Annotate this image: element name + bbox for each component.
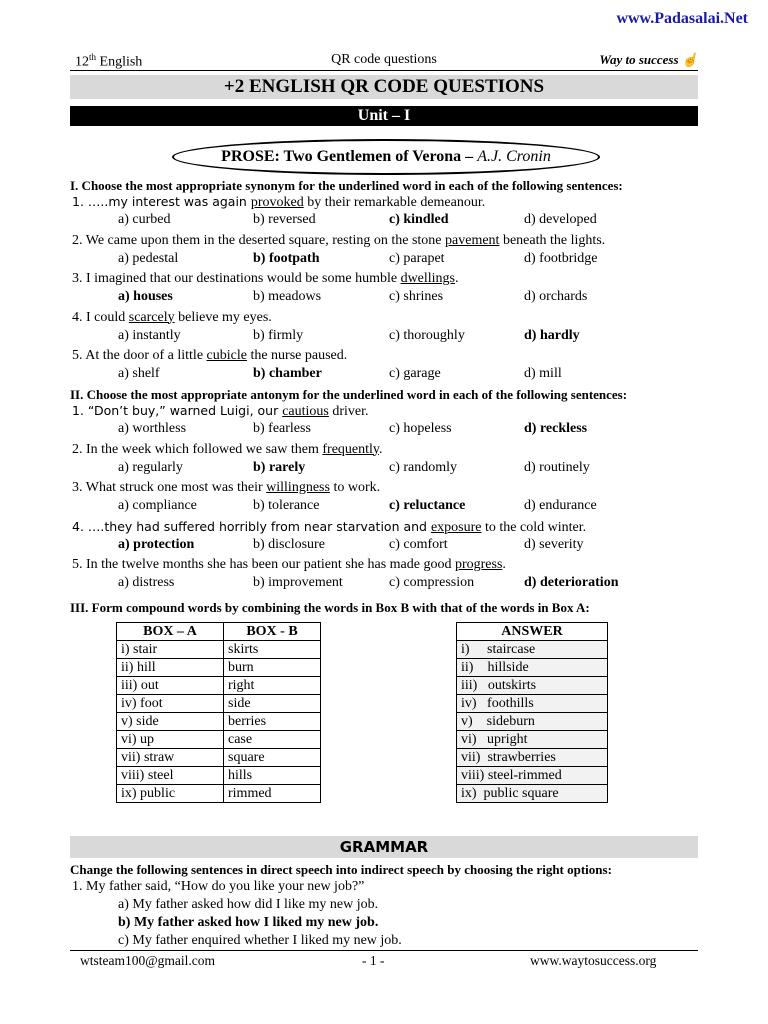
site-url: www.Padasalai.Net <box>616 10 748 27</box>
table-row <box>117 641 321 659</box>
box-a-cell: ii) hill <box>117 659 224 677</box>
option: d) routinely <box>524 459 590 475</box>
table-row <box>117 785 321 803</box>
option: a) compliance <box>118 498 197 513</box>
box-b-cell: burn <box>224 659 321 677</box>
box-a-cell: ix) public <box>117 785 224 803</box>
box-b-cell: square <box>224 749 321 767</box>
unit-banner: Unit – I <box>70 106 698 126</box>
option: c) parapet <box>389 250 445 266</box>
box-b-cell: skirts <box>224 641 321 659</box>
page-title: +2 ENGLISH QR CODE QUESTIONS <box>70 75 698 99</box>
option: d) endurance <box>524 498 597 513</box>
antonym-question <box>72 557 506 573</box>
table-row <box>117 749 321 767</box>
underlined-word: cubicle <box>206 348 247 363</box>
box-b-header: BOX - B <box>224 623 321 641</box>
table-row <box>457 695 608 713</box>
answer-cell: iv) foothills <box>457 695 608 713</box>
box-b-cell: rimmed <box>224 785 321 803</box>
option: d) severity <box>524 536 584 552</box>
underlined-word: provoked <box>250 195 304 210</box>
question-text: the nurse paused. <box>246 348 348 363</box>
option: a) pedestal <box>118 250 179 266</box>
option: b) fearless <box>253 421 311 436</box>
option: d) mill <box>524 366 562 381</box>
question-text: to the cold winter. <box>481 519 587 535</box>
correct-option: c) kindled <box>389 212 449 227</box>
answer-cell: vi) upright <box>457 731 608 749</box>
antonym-options <box>118 460 678 477</box>
question-text: 3. I imagined that our destinations would be some humble <box>72 271 401 286</box>
underlined-word: progress <box>454 557 503 572</box>
option: c) comfort <box>389 536 448 552</box>
antonym-options <box>118 537 678 554</box>
question-text: 2. In the week which followed we saw them <box>72 441 323 457</box>
box-b-cell: berries <box>224 713 321 731</box>
table-row <box>457 767 608 785</box>
question-text: . <box>455 271 459 286</box>
option: c) randomly <box>389 459 458 475</box>
answer-cell: v) sideburn <box>457 713 608 731</box>
answer-cell: ix) public square <box>457 785 608 803</box>
option: d) developed <box>524 212 597 227</box>
underlined-word: frequently <box>322 441 379 457</box>
question-text: 1. “Don’t buy,” warned Luigi, our <box>72 403 283 418</box>
question-text: by their remarkable demeanour. <box>303 195 486 210</box>
option: b) meadows <box>253 289 322 304</box>
option: a) My father asked how did I like my new job. <box>118 897 379 912</box>
correct-option: d) reckless <box>524 421 588 436</box>
synonym-options <box>118 366 678 383</box>
correct-option: b) footpath <box>253 250 320 266</box>
box-b-cell: hills <box>224 767 321 785</box>
correct-option: b) My father asked how I liked my new job. <box>118 915 379 930</box>
synonym-options <box>118 212 678 229</box>
box-a-header: BOX – A <box>117 623 224 641</box>
table-row <box>457 677 608 695</box>
option: b) disclosure <box>253 536 325 552</box>
section3-heading: III. Form compound words by combining the words in Box B with that of the words in Box A: <box>70 600 590 615</box>
underlined-word: willingness <box>266 480 330 495</box>
table-row <box>117 767 321 785</box>
underlined-word: exposure <box>430 519 482 535</box>
synonym-question <box>72 348 347 364</box>
underlined-word: cautious <box>282 404 329 419</box>
table-row <box>457 731 608 749</box>
grammar-heading: Change the following sentences in direct speech into indirect speech by choosing the right options: <box>70 862 612 877</box>
answer-cell: viii) steel-rimmed <box>457 767 608 785</box>
option: c) hopeless <box>389 421 452 436</box>
box-a-cell: iv) foot <box>117 695 224 713</box>
table-row <box>457 659 608 677</box>
question-text: . <box>502 557 506 572</box>
option: a) instantly <box>118 327 181 343</box>
option: a) shelf <box>118 366 160 381</box>
box-a-cell: iii) out <box>117 677 224 695</box>
question-text: 5. In the twelve months she has been our patient she has made good <box>72 557 455 572</box>
page-number: - 1 - <box>362 953 385 968</box>
correct-option: a) houses <box>118 289 173 304</box>
answer-cell: i) staircase <box>457 641 608 659</box>
option: c) shrines <box>389 289 444 304</box>
table-row <box>457 641 608 659</box>
correct-option: a) protection <box>118 536 195 552</box>
box-a-cell: vi) up <box>117 731 224 749</box>
option: a) worthless <box>118 421 187 436</box>
grade-label: 12th English <box>75 52 143 70</box>
underlined-word: pavement <box>445 232 500 248</box>
box-b-cell: right <box>224 677 321 695</box>
table-row <box>117 677 321 695</box>
option: b) tolerance <box>253 498 320 513</box>
correct-option: b) rarely <box>253 459 306 475</box>
antonym-options <box>118 498 678 515</box>
answer-cell: iii) outskirts <box>457 677 608 695</box>
question-text: 4. ….they had suffered horribly from near starvation and <box>72 518 431 534</box>
footer-divider <box>70 950 698 951</box>
option: a) regularly <box>118 459 183 475</box>
correct-option: d) hardly <box>524 327 580 343</box>
header-divider <box>70 70 698 71</box>
option: b) improvement <box>253 575 343 590</box>
antonym-question <box>72 519 586 536</box>
box-a-cell: v) side <box>117 713 224 731</box>
question-text: 3. What struck one most was their <box>72 480 267 495</box>
option: d) footbridge <box>524 250 598 266</box>
option: c) thoroughly <box>389 327 465 343</box>
synonym-heading: I. Choose the most appropriate synonym for the underlined word in each of the following sentences: <box>70 178 623 193</box>
question-text: beneath the lights. <box>499 232 606 248</box>
option: b) firmly <box>253 327 304 343</box>
table-row <box>457 713 608 731</box>
question-text: 1. …..my interest was again <box>72 194 251 209</box>
box-table <box>116 622 321 803</box>
box-b-cell: side <box>224 695 321 713</box>
box-a-cell: viii) steel <box>117 767 224 785</box>
grammar-question: 1. My father said, “How do you like your new job?” <box>72 879 365 894</box>
antonym-question <box>72 403 369 420</box>
option: c) My father enquired whether I liked my new job. <box>118 933 402 948</box>
table-row <box>457 749 608 767</box>
correct-option: b) chamber <box>253 366 322 381</box>
underlined-word: dwellings <box>400 271 456 286</box>
synonym-options <box>118 251 678 268</box>
question-text: 4. I could <box>72 309 129 325</box>
header-center: QR code questions <box>331 52 437 67</box>
question-text: to work. <box>329 480 381 495</box>
correct-option: d) deterioration <box>524 575 619 590</box>
footer-site: www.waytosuccess.org <box>530 953 657 968</box>
table-row <box>117 731 321 749</box>
header-brand: Way to success ☝ <box>599 52 698 67</box>
answer-header: ANSWER <box>457 623 608 641</box>
table-row <box>457 785 608 803</box>
footer-email: wtsteam100@gmail.com <box>80 953 216 968</box>
table-row <box>117 695 321 713</box>
answer-cell: ii) hillside <box>457 659 608 677</box>
synonym-question <box>72 233 605 249</box>
antonym-question <box>72 442 383 458</box>
question-text: driver. <box>328 404 369 419</box>
question-text: . <box>379 441 383 457</box>
prose-title: PROSE: Two Gentlemen of Verona – A.J. Cronin <box>172 139 600 175</box>
box-b-cell: case <box>224 731 321 749</box>
antonym-options <box>118 575 678 592</box>
hand-icon: ☝ <box>681 52 698 67</box>
antonym-heading: II. Choose the most appropriate antonym for the underlined word in each of the following sentences: <box>70 387 628 402</box>
option: a) curbed <box>118 212 171 227</box>
grammar-banner: GRAMMAR <box>70 836 698 858</box>
answer-cell: vii) strawberries <box>457 749 608 767</box>
antonym-question <box>72 480 380 496</box>
table-row <box>117 659 321 677</box>
box-a-cell: vii) straw <box>117 749 224 767</box>
answer-table <box>456 622 608 803</box>
question-text: believe my eyes. <box>174 309 272 325</box>
synonym-options <box>118 328 678 345</box>
synonym-question <box>72 194 485 211</box>
option: a) distress <box>118 575 175 590</box>
synonym-question <box>72 271 459 287</box>
box-a-cell: i) stair <box>117 641 224 659</box>
synonym-options <box>118 289 678 306</box>
question-text: 2. We came upon them in the deserted square, resting on the stone <box>72 232 446 248</box>
option: c) garage <box>389 366 441 381</box>
question-text: 5. At the door of a little <box>72 348 207 363</box>
page-header <box>70 52 698 70</box>
table-row <box>117 713 321 731</box>
antonym-options <box>118 421 678 438</box>
option: d) orchards <box>524 289 588 304</box>
underlined-word: scarcely <box>128 309 175 325</box>
synonym-question <box>72 310 272 326</box>
option: b) reversed <box>253 212 316 227</box>
option: c) compression <box>389 575 475 590</box>
correct-option: c) reluctance <box>389 498 466 513</box>
